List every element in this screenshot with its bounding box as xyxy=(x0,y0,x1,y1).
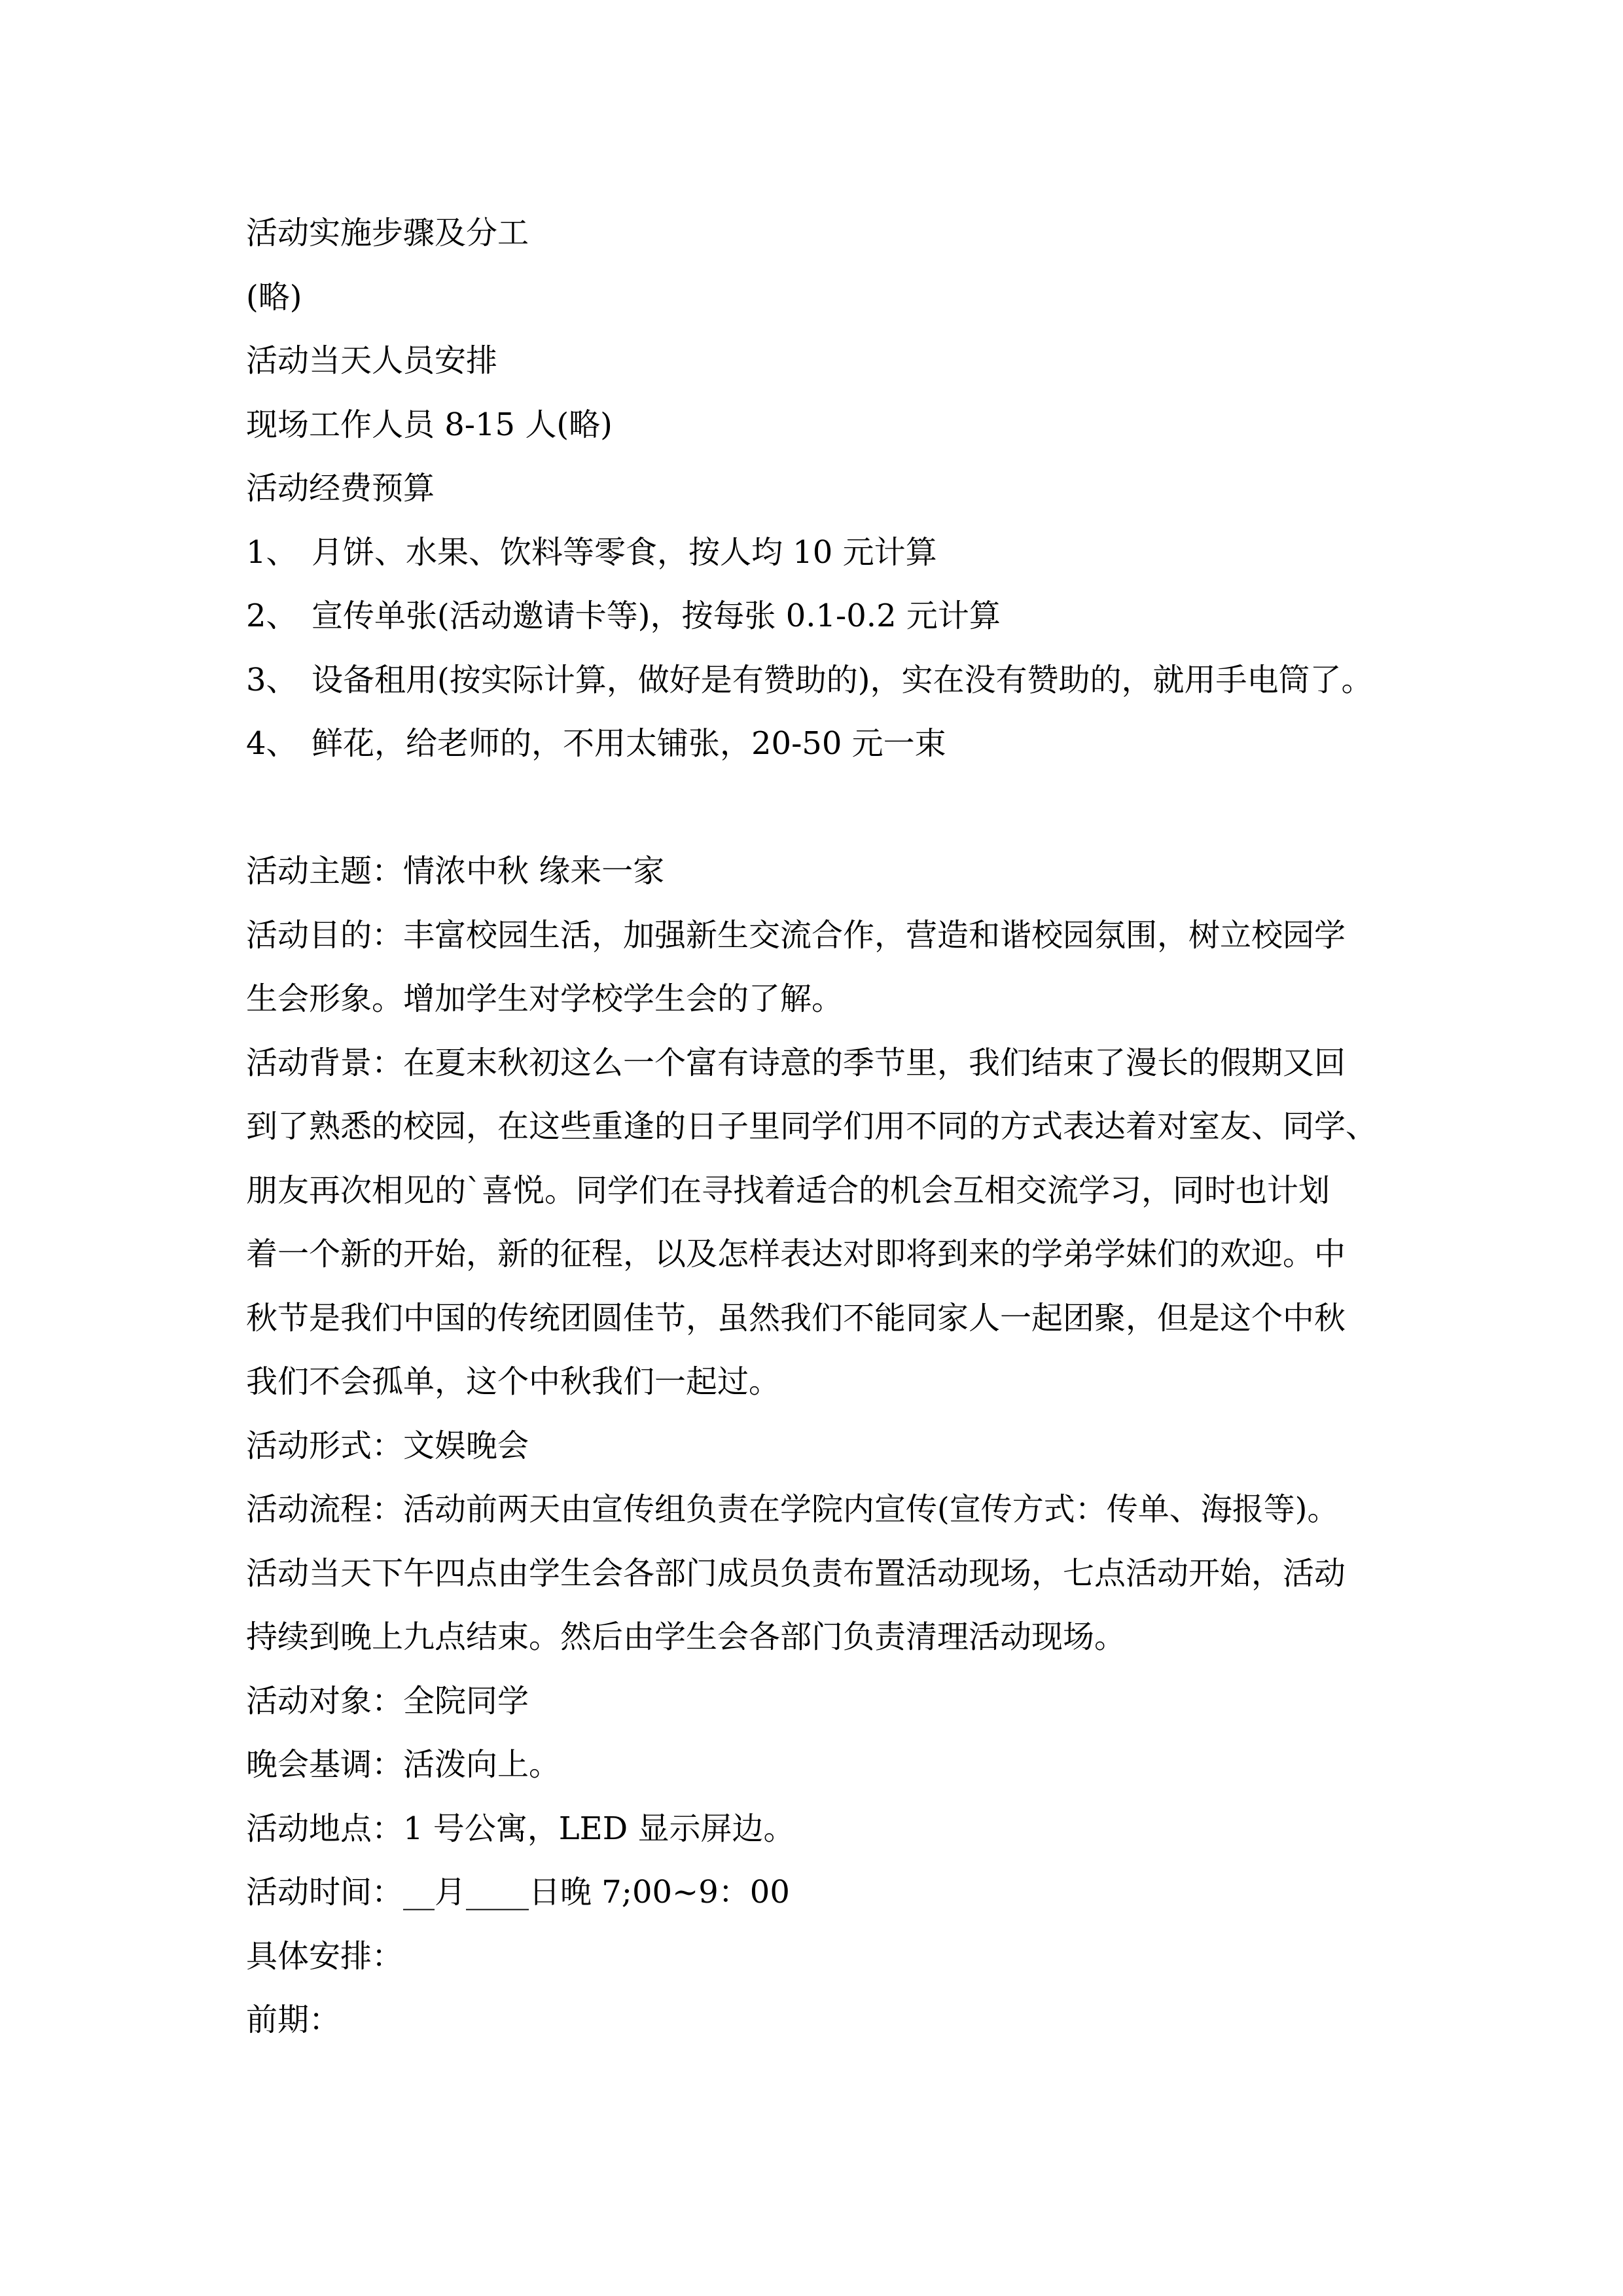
paragraph-line: 着一个新的开始，新的征程，以及怎样表达对即将到来的学弟学妹们的欢迎。中 xyxy=(246,1236,1346,1272)
list-item-number: 1、 xyxy=(246,533,298,571)
paragraph-line: 活动当天下午四点由学生会各部门成员负责布置活动现场，七点活动开始，活动 xyxy=(246,1554,1346,1592)
paragraph-line: 持续到晚上九点结束。然后由学生会各部门负责清理活动现场。 xyxy=(246,1619,1126,1655)
list-item-text: 宣传单张(活动邀请卡等)，按每张 0.1-0.2 元计算 xyxy=(312,598,1001,634)
budget-list-item xyxy=(246,649,1398,713)
paragraph-line: 生会形象。增加学生对学校学生会的了解。 xyxy=(246,980,844,1017)
list-item-text: 鲜花，给老师的，不用太铺张，20-50 元一束 xyxy=(312,725,946,762)
list-item-number: 3、 xyxy=(246,661,298,698)
list-item-text: 月饼、水果、饮料等零食，按人均 10 元计算 xyxy=(312,533,937,571)
list-item-number: 2、 xyxy=(246,598,298,634)
section-spacer xyxy=(246,776,1398,840)
paragraph-line: 活动形式：文娱晚会 xyxy=(246,1427,529,1464)
heading-staff-arrangement: 活动当天人员安排 xyxy=(246,342,498,379)
paragraph-line: 前期： xyxy=(246,2001,341,2038)
paragraph-line: 活动对象：全院同学 xyxy=(246,1682,529,1719)
paragraph-line: 活动背景：在夏末秋初这么一个富有诗意的季节里，我们结束了漫长的假期又回 xyxy=(246,1044,1346,1081)
paragraph-line: 晚会基调：活泼向上。 xyxy=(246,1746,561,1783)
paragraph-line: 朋友再次相见的`喜悦。同学们在寻找着适合的机会互相交流学习，同时也计划 xyxy=(246,1172,1330,1209)
paragraph-line: 具体安排： xyxy=(246,1937,404,1975)
budget-list-item xyxy=(246,521,1398,585)
paragraph-staff-count: 现场工作人员 8-15 人(略) xyxy=(246,406,613,443)
paragraph-line: 活动地点：1 号公寓，LED 显示屏边。 xyxy=(246,1810,795,1847)
paragraph-line: 到了熟悉的校园，在这些重逢的日子里同学们用不同的方式表达着对室友、同学、 xyxy=(246,1108,1378,1145)
paragraph-line: 活动主题：情浓中秋 缘来一家 xyxy=(246,853,665,889)
paragraph-line: 活动时间：__月____日晚 7;00~9：00 xyxy=(246,1874,790,1910)
paragraph-omitted: (略) xyxy=(246,278,302,315)
list-item-text: 设备租用(按实际计算，做好是有赞助的)，实在没有赞助的，就用手电筒了。 xyxy=(312,661,1373,698)
paragraph-line: 秋节是我们中国的传统团圆佳节，虽然我们不能同家人一起团聚，但是这个中秋 xyxy=(246,1299,1346,1336)
budget-list-item xyxy=(246,584,1398,649)
document-body xyxy=(246,202,1398,2053)
paragraph-line: 我们不会孤单，这个中秋我们一起过。 xyxy=(246,1363,781,1400)
heading-implementation-steps: 活动实施步骤及分工 xyxy=(246,215,529,251)
paragraph-line: 活动目的：丰富校园生活，加强新生交流合作，营造和谐校园氛围，树立校园学 xyxy=(246,916,1346,954)
budget-list-item xyxy=(246,712,1398,776)
list-item-number: 4、 xyxy=(246,725,298,762)
heading-budget: 活动经费预算 xyxy=(246,470,435,507)
paragraph-line: 活动流程：活动前两天由宣传组负责在学院内宣传(宣传方式：传单、海报等)。 xyxy=(246,1491,1339,1528)
